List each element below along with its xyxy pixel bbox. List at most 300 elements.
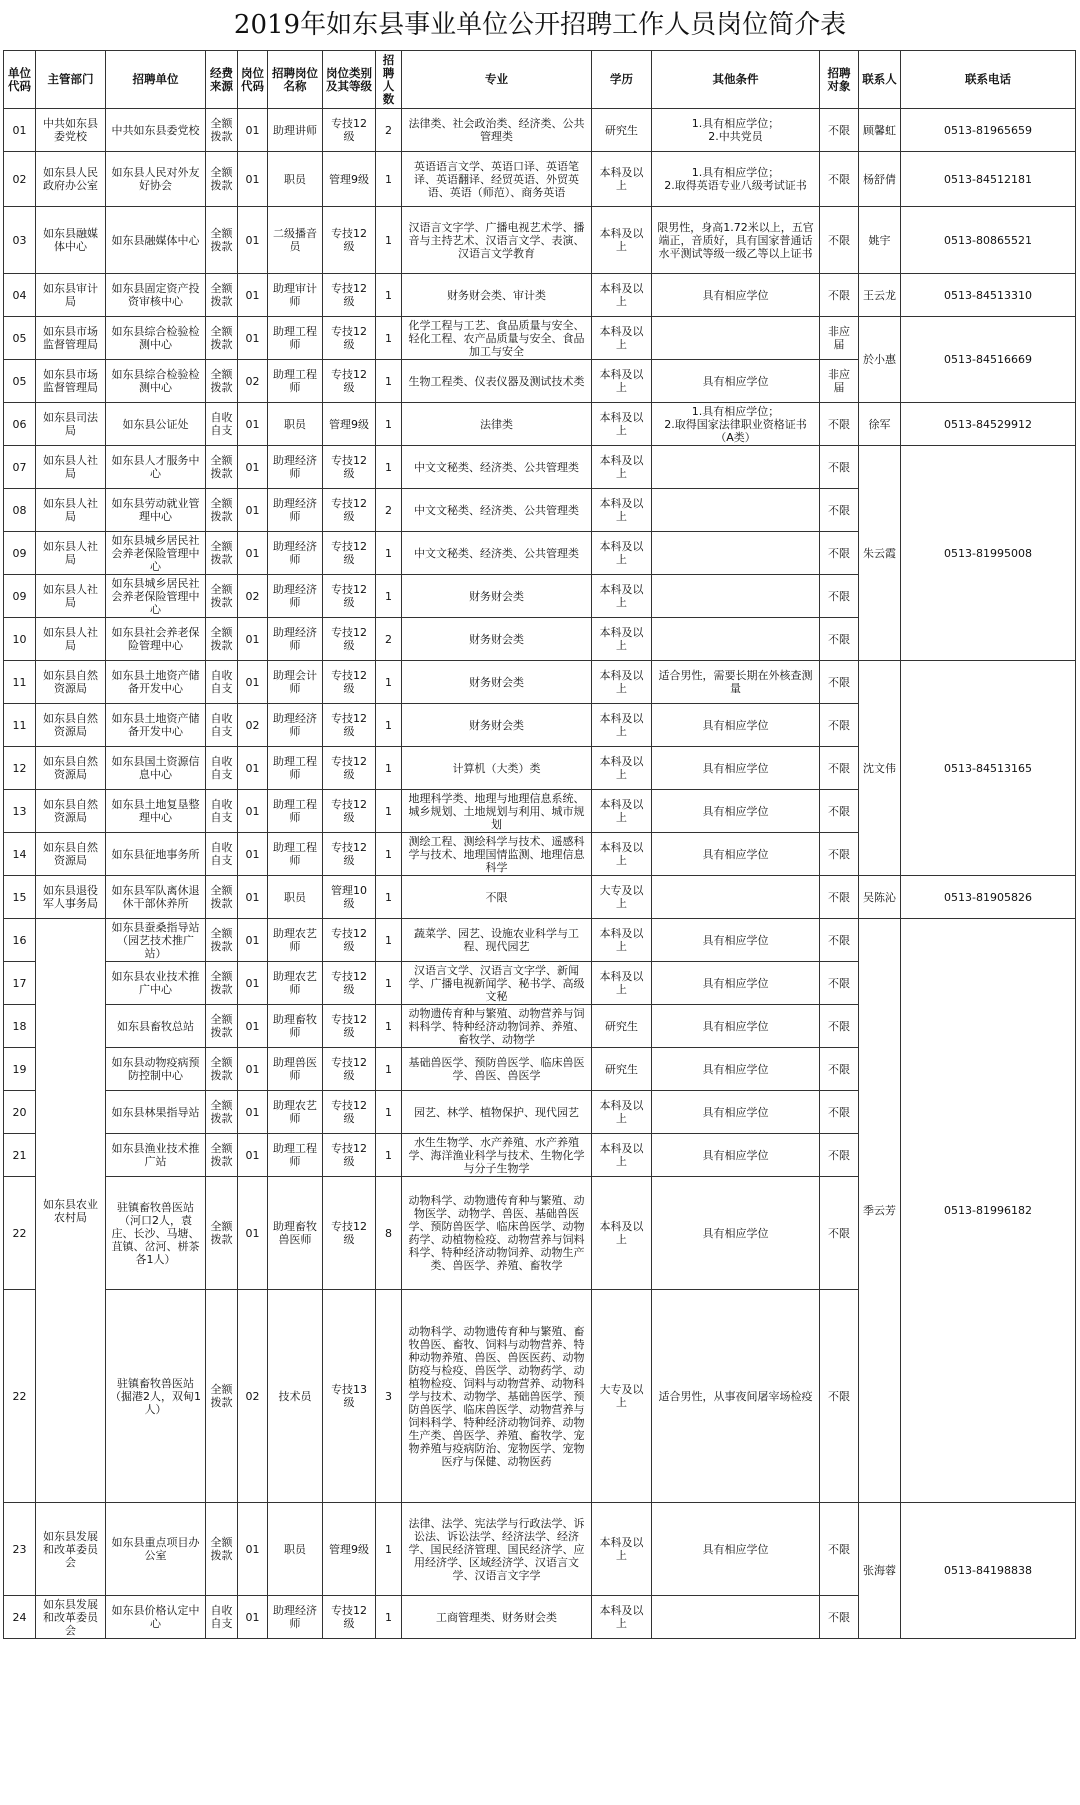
cell-unit-code: 09 (4, 532, 36, 575)
cell-unit: 如东县人才服务中心 (106, 446, 206, 489)
cell-unit: 如东县综合检验检测中心 (106, 360, 206, 403)
cell-post-name: 助理工程师 (268, 833, 323, 876)
cell-unit: 如东县渔业技术推广站 (106, 1134, 206, 1177)
cell-major: 工商管理类、财务财会类 (402, 1596, 592, 1639)
cell-phone: 0513-80865521 (901, 207, 1076, 274)
cell-conditions: 具有相应学位 (652, 790, 820, 833)
cell-target: 不限 (820, 1005, 859, 1048)
cell-post-name: 助理经济师 (268, 446, 323, 489)
cell-target: 不限 (820, 575, 859, 618)
cell-major: 计算机（大类）类 (402, 747, 592, 790)
cell-post-code: 01 (238, 109, 268, 152)
cell-contact: 於小惠 (859, 317, 901, 403)
cell-conditions (652, 317, 820, 360)
cell-phone: 0513-81965659 (901, 109, 1076, 152)
header-target: 招聘对象 (820, 51, 859, 109)
cell-post-name: 助理农艺师 (268, 1091, 323, 1134)
cell-major: 法律类、社会政治类、经济类、公共管理类 (402, 109, 592, 152)
cell-education: 本科及以上 (592, 532, 652, 575)
cell-contact: 沈文伟 (859, 661, 901, 876)
cell-unit: 如东县劳动就业管理中心 (106, 489, 206, 532)
cell-funding: 自收自支 (206, 704, 238, 747)
header-post-name: 招聘岗位名称 (268, 51, 323, 109)
cell-count: 1 (376, 1596, 402, 1639)
table-row (4, 661, 1076, 704)
cell-major: 英语语言文学、英语口译、英语笔译、英语翻译、经贸英语、外贸英语、英语（师范）、商务英语 (402, 152, 592, 207)
cell-phone: 0513-81905826 (901, 876, 1076, 919)
cell-conditions: 1.具有相应学位； 2.取得国家法律职业资格证书（A类） (652, 403, 820, 446)
cell-major: 中文文秘类、经济类、公共管理类 (402, 532, 592, 575)
cell-unit-code: 11 (4, 661, 36, 704)
header-post-level: 岗位类别及其等级 (323, 51, 376, 109)
cell-target: 不限 (820, 962, 859, 1005)
cell-funding: 全额拨款 (206, 1091, 238, 1134)
cell-conditions (652, 532, 820, 575)
cell-department: 如东县审计局 (36, 274, 106, 317)
cell-post-code: 01 (238, 1048, 268, 1091)
cell-funding: 全额拨款 (206, 876, 238, 919)
cell-contact: 季云芳 (859, 919, 901, 1503)
cell-unit-code: 10 (4, 618, 36, 661)
cell-count: 1 (376, 360, 402, 403)
cell-conditions: 具有相应学位 (652, 360, 820, 403)
cell-post-name: 助理经济师 (268, 704, 323, 747)
cell-target: 不限 (820, 1091, 859, 1134)
cell-target: 不限 (820, 1503, 859, 1596)
cell-contact: 吴陈沁 (859, 876, 901, 919)
cell-education: 本科及以上 (592, 919, 652, 962)
cell-count: 1 (376, 152, 402, 207)
cell-target: 不限 (820, 152, 859, 207)
table-row (4, 446, 1076, 489)
cell-conditions: 1.具有相应学位； 2.取得英语专业八级考试证书 (652, 152, 820, 207)
header-funding: 经费来源 (206, 51, 238, 109)
cell-education: 本科及以上 (592, 1177, 652, 1290)
cell-education: 本科及以上 (592, 1596, 652, 1639)
cell-conditions: 具有相应学位 (652, 1134, 820, 1177)
cell-unit-code: 11 (4, 704, 36, 747)
cell-post-level: 专技12级 (323, 618, 376, 661)
cell-unit-code: 12 (4, 747, 36, 790)
cell-education: 本科及以上 (592, 207, 652, 274)
cell-conditions (652, 575, 820, 618)
cell-funding: 全额拨款 (206, 152, 238, 207)
cell-unit: 如东县融媒体中心 (106, 207, 206, 274)
cell-conditions: 具有相应学位 (652, 833, 820, 876)
cell-post-level: 专技12级 (323, 1134, 376, 1177)
cell-post-code: 01 (238, 1503, 268, 1596)
cell-major: 动物遗传育种与繁殖、动物营养与饲料科学、特种经济动物饲养、养殖、畜牧学、动物学 (402, 1005, 592, 1048)
cell-unit-code: 14 (4, 833, 36, 876)
cell-unit: 中共如东县委党校 (106, 109, 206, 152)
cell-post-name: 助理会计师 (268, 661, 323, 704)
cell-unit-code: 03 (4, 207, 36, 274)
cell-unit: 如东县价格认定中心 (106, 1596, 206, 1639)
cell-post-code: 01 (238, 919, 268, 962)
cell-post-level: 管理9级 (323, 152, 376, 207)
cell-education: 本科及以上 (592, 704, 652, 747)
cell-phone: 0513-84516669 (901, 317, 1076, 403)
cell-post-code: 02 (238, 1290, 268, 1503)
cell-post-name: 二级播音员 (268, 207, 323, 274)
cell-education: 本科及以上 (592, 403, 652, 446)
cell-post-code: 02 (238, 575, 268, 618)
cell-target: 不限 (820, 403, 859, 446)
cell-post-code: 01 (238, 876, 268, 919)
cell-count: 1 (376, 446, 402, 489)
cell-post-level: 专技12级 (323, 109, 376, 152)
cell-target: 不限 (820, 704, 859, 747)
cell-count: 1 (376, 1091, 402, 1134)
cell-department: 如东县融媒体中心 (36, 207, 106, 274)
cell-unit: 如东县综合检验检测中心 (106, 317, 206, 360)
cell-education: 本科及以上 (592, 1134, 652, 1177)
cell-post-name: 助理审计师 (268, 274, 323, 317)
cell-unit-code: 07 (4, 446, 36, 489)
cell-target: 不限 (820, 1596, 859, 1639)
cell-unit-code: 22 (4, 1290, 36, 1503)
cell-department: 如东县市场监督管理局 (36, 317, 106, 360)
header-major: 专业 (402, 51, 592, 109)
cell-education: 研究生 (592, 109, 652, 152)
cell-funding: 全额拨款 (206, 1177, 238, 1290)
cell-post-code: 01 (238, 1134, 268, 1177)
cell-unit: 如东县土地复垦整理中心 (106, 790, 206, 833)
header-unit: 招聘单位 (106, 51, 206, 109)
cell-post-code: 01 (238, 1177, 268, 1290)
cell-department: 如东县人民政府办公室 (36, 152, 106, 207)
cell-count: 1 (376, 317, 402, 360)
cell-education: 本科及以上 (592, 661, 652, 704)
cell-conditions (652, 876, 820, 919)
cell-major: 汉语言文字学、广播电视艺术学、播音与主持艺术、汉语言文学、表演、汉语言文学教育 (402, 207, 592, 274)
cell-post-name: 职员 (268, 1503, 323, 1596)
header-count: 招聘人数 (376, 51, 402, 109)
cell-education: 本科及以上 (592, 962, 652, 1005)
cell-phone: 0513-81995008 (901, 446, 1076, 661)
cell-funding: 全额拨款 (206, 360, 238, 403)
cell-post-name: 职员 (268, 876, 323, 919)
table-row (4, 317, 1076, 360)
cell-post-code: 01 (238, 489, 268, 532)
cell-funding: 自收自支 (206, 403, 238, 446)
cell-target: 不限 (820, 489, 859, 532)
cell-department: 如东县司法局 (36, 403, 106, 446)
cell-department: 如东县人社局 (36, 446, 106, 489)
table-row (4, 274, 1076, 317)
cell-funding: 全额拨款 (206, 618, 238, 661)
cell-funding: 全额拨款 (206, 532, 238, 575)
cell-post-name: 助理经济师 (268, 575, 323, 618)
cell-post-level: 专技12级 (323, 1005, 376, 1048)
header-education: 学历 (592, 51, 652, 109)
cell-conditions: 限男性，身高1.72米以上，五官端正，音质好，具有国家普通话水平测试等级一级乙等以上证书 (652, 207, 820, 274)
cell-count: 2 (376, 618, 402, 661)
header-conditions: 其他条件 (652, 51, 820, 109)
cell-unit-code: 24 (4, 1596, 36, 1639)
cell-conditions: 具有相应学位 (652, 1005, 820, 1048)
cell-post-level: 专技12级 (323, 274, 376, 317)
cell-unit-code: 08 (4, 489, 36, 532)
table-row (4, 152, 1076, 207)
cell-conditions: 具有相应学位 (652, 962, 820, 1005)
cell-contact: 朱云霞 (859, 446, 901, 661)
cell-department: 如东县自然资源局 (36, 704, 106, 747)
cell-department: 如东县人社局 (36, 532, 106, 575)
cell-post-level: 专技12级 (323, 661, 376, 704)
cell-post-level: 专技12级 (323, 1596, 376, 1639)
cell-unit: 如东县城乡居民社会养老保险管理中心 (106, 575, 206, 618)
cell-funding: 全额拨款 (206, 274, 238, 317)
cell-unit-code: 20 (4, 1091, 36, 1134)
cell-department: 如东县人社局 (36, 575, 106, 618)
cell-phone: 0513-84529912 (901, 403, 1076, 446)
cell-post-name: 助理农艺师 (268, 919, 323, 962)
cell-major: 财务财会类 (402, 575, 592, 618)
cell-post-level: 专技12级 (323, 317, 376, 360)
cell-unit: 驻镇畜牧兽医站（掘港2人，双甸1人） (106, 1290, 206, 1503)
cell-conditions: 具有相应学位 (652, 704, 820, 747)
cell-major: 蔬菜学、园艺、设施农业科学与工程、现代园艺 (402, 919, 592, 962)
cell-unit-code: 09 (4, 575, 36, 618)
cell-post-code: 01 (238, 833, 268, 876)
cell-target: 不限 (820, 747, 859, 790)
cell-post-code: 01 (238, 403, 268, 446)
cell-post-code: 01 (238, 317, 268, 360)
cell-post-code: 01 (238, 274, 268, 317)
cell-funding: 全额拨款 (206, 207, 238, 274)
cell-funding: 全额拨款 (206, 109, 238, 152)
cell-contact: 顾馨虹 (859, 109, 901, 152)
cell-post-level: 专技12级 (323, 575, 376, 618)
cell-department: 如东县农业农村局 (36, 919, 106, 1503)
cell-target: 不限 (820, 446, 859, 489)
cell-unit-code: 06 (4, 403, 36, 446)
cell-post-level: 专技12级 (323, 833, 376, 876)
cell-education: 大专及以上 (592, 1290, 652, 1503)
cell-target: 不限 (820, 207, 859, 274)
cell-department: 如东县人社局 (36, 618, 106, 661)
cell-count: 1 (376, 962, 402, 1005)
cell-education: 大专及以上 (592, 876, 652, 919)
cell-contact: 王云龙 (859, 274, 901, 317)
cell-department: 如东县自然资源局 (36, 790, 106, 833)
cell-education: 本科及以上 (592, 274, 652, 317)
cell-post-name: 职员 (268, 152, 323, 207)
cell-major: 化学工程与工艺、食品质量与安全、轻化工程、农产品质量与安全、食品加工与安全 (402, 317, 592, 360)
cell-count: 3 (376, 1290, 402, 1503)
cell-target: 不限 (820, 532, 859, 575)
cell-unit: 如东县国土资源信息中心 (106, 747, 206, 790)
cell-post-level: 专技12级 (323, 446, 376, 489)
cell-education: 本科及以上 (592, 618, 652, 661)
cell-education: 本科及以上 (592, 446, 652, 489)
cell-funding: 自收自支 (206, 747, 238, 790)
cell-major: 中文文秘类、经济类、公共管理类 (402, 489, 592, 532)
cell-post-level: 专技12级 (323, 489, 376, 532)
cell-unit-code: 21 (4, 1134, 36, 1177)
cell-post-name: 助理讲师 (268, 109, 323, 152)
cell-major: 财务财会类、审计类 (402, 274, 592, 317)
cell-post-level: 专技12级 (323, 704, 376, 747)
cell-education: 本科及以上 (592, 575, 652, 618)
table-body (4, 109, 1076, 1639)
cell-phone: 0513-84198838 (901, 1503, 1076, 1639)
cell-funding: 全额拨款 (206, 1005, 238, 1048)
cell-funding: 全额拨款 (206, 1290, 238, 1503)
cell-target: 不限 (820, 833, 859, 876)
cell-count: 1 (376, 1005, 402, 1048)
cell-education: 本科及以上 (592, 790, 652, 833)
cell-post-level: 管理9级 (323, 1503, 376, 1596)
cell-post-name: 助理工程师 (268, 790, 323, 833)
cell-conditions: 具有相应学位 (652, 919, 820, 962)
cell-post-name: 职员 (268, 403, 323, 446)
cell-unit-code: 16 (4, 919, 36, 962)
header-phone: 联系电话 (901, 51, 1076, 109)
cell-post-level: 专技12级 (323, 360, 376, 403)
cell-conditions (652, 446, 820, 489)
cell-count: 1 (376, 661, 402, 704)
cell-target: 不限 (820, 919, 859, 962)
cell-post-name: 助理经济师 (268, 532, 323, 575)
cell-post-name: 助理兽医师 (268, 1048, 323, 1091)
cell-post-name: 助理工程师 (268, 1134, 323, 1177)
cell-count: 1 (376, 274, 402, 317)
cell-unit-code: 19 (4, 1048, 36, 1091)
cell-target: 不限 (820, 1177, 859, 1290)
cell-unit: 驻镇畜牧兽医站（河口2人，袁庄、长沙、马塘、苴镇、岔河、栟茶各1人） (106, 1177, 206, 1290)
cell-unit: 如东县土地资产储备开发中心 (106, 661, 206, 704)
cell-post-level: 专技12级 (323, 790, 376, 833)
cell-post-code: 01 (238, 661, 268, 704)
table-row (4, 876, 1076, 919)
cell-target: 不限 (820, 1290, 859, 1503)
cell-unit-code: 02 (4, 152, 36, 207)
cell-conditions: 具有相应学位 (652, 274, 820, 317)
cell-unit-code: 23 (4, 1503, 36, 1596)
cell-phone: 0513-84512181 (901, 152, 1076, 207)
cell-post-code: 01 (238, 446, 268, 489)
cell-department: 如东县发展和改革委员会 (36, 1596, 106, 1639)
cell-post-level: 管理10级 (323, 876, 376, 919)
cell-major: 财务财会类 (402, 704, 592, 747)
cell-education: 本科及以上 (592, 1503, 652, 1596)
cell-education: 本科及以上 (592, 747, 652, 790)
cell-unit: 如东县征地事务所 (106, 833, 206, 876)
cell-major: 动物科学、动物遗传育种与繁殖、畜牧兽医、畜牧、饲料与动物营养、特种动物养殖、兽医、兽医医药、动物防疫与检疫、兽医学、动物药学、动植物检疫、饲料与动物营养、动物科学与技术、动物学、基础兽医学、预防兽医学、临床兽医学、动物营养与饲料科学、特种经济动物饲养、动物生产类、兽医学、养殖、畜牧学、宠物养殖与疫病防治、宠物医学、宠物医疗与保健、动物医药 (402, 1290, 592, 1503)
cell-unit-code: 17 (4, 962, 36, 1005)
cell-post-name: 助理工程师 (268, 360, 323, 403)
cell-post-level: 专技12级 (323, 962, 376, 1005)
cell-target: 不限 (820, 790, 859, 833)
cell-count: 1 (376, 532, 402, 575)
cell-post-level: 专技12级 (323, 1048, 376, 1091)
cell-unit: 如东县重点项目办公室 (106, 1503, 206, 1596)
cell-unit: 如东县人民对外友好协会 (106, 152, 206, 207)
cell-post-code: 01 (238, 1091, 268, 1134)
cell-major: 法律类 (402, 403, 592, 446)
cell-unit: 如东县土地资产储备开发中心 (106, 704, 206, 747)
cell-post-code: 02 (238, 360, 268, 403)
cell-post-code: 01 (238, 747, 268, 790)
cell-post-level: 专技12级 (323, 532, 376, 575)
cell-unit: 如东县军队离休退休干部休养所 (106, 876, 206, 919)
cell-phone: 0513-81996182 (901, 919, 1076, 1503)
header-row (4, 51, 1076, 109)
cell-major: 动物科学、动物遗传育种与繁殖、动物医学、动物学、兽医、基础兽医学、预防兽医学、临床兽医学、动物药学、动植物检疫、动物营养与饲料科学、特种经济动物饲养、动物生产类、兽医学、养殖、畜牧学 (402, 1177, 592, 1290)
cell-count: 1 (376, 747, 402, 790)
cell-post-level: 专技12级 (323, 919, 376, 962)
cell-major: 法律、法学、宪法学与行政法学、诉讼法、诉讼法学、经济法学、经济学、国民经济管理、国民经济学、应用经济学、区域经济学、汉语言文学、汉语言文字学 (402, 1503, 592, 1596)
cell-conditions (652, 489, 820, 532)
cell-department: 如东县人社局 (36, 489, 106, 532)
cell-funding: 全额拨款 (206, 317, 238, 360)
cell-contact: 杨舒倩 (859, 152, 901, 207)
cell-major: 汉语言文学、汉语言文字学、新闻学、广播电视新闻学、秘书学、高级文秘 (402, 962, 592, 1005)
cell-funding: 全额拨款 (206, 446, 238, 489)
cell-count: 1 (376, 403, 402, 446)
cell-major: 生物工程类、仪表仪器及测试技术类 (402, 360, 592, 403)
cell-funding: 全额拨款 (206, 919, 238, 962)
cell-major: 财务财会类 (402, 618, 592, 661)
table-row (4, 109, 1076, 152)
cell-unit-code: 05 (4, 360, 36, 403)
cell-target: 不限 (820, 1048, 859, 1091)
cell-phone: 0513-84513310 (901, 274, 1076, 317)
cell-major: 地理科学类、地理与地理信息系统、城乡规划、土地规划与利用、城市规划 (402, 790, 592, 833)
header-post-code: 岗位代码 (238, 51, 268, 109)
header-contact: 联系人 (859, 51, 901, 109)
cell-conditions (652, 1596, 820, 1639)
cell-major: 测绘工程、测绘科学与技术、遥感科学与技术、地理国情监测、地理信息科学 (402, 833, 592, 876)
cell-target: 不限 (820, 1134, 859, 1177)
cell-post-name: 助理经济师 (268, 489, 323, 532)
cell-unit: 如东县动物疫病预防控制中心 (106, 1048, 206, 1091)
cell-education: 本科及以上 (592, 317, 652, 360)
cell-major: 园艺、林学、植物保护、现代园艺 (402, 1091, 592, 1134)
header-unit-code: 单位代码 (4, 51, 36, 109)
cell-conditions: 适合男性，需要长期在外核查测量 (652, 661, 820, 704)
cell-count: 1 (376, 833, 402, 876)
cell-count: 1 (376, 207, 402, 274)
cell-post-level: 专技12级 (323, 747, 376, 790)
cell-post-level: 专技12级 (323, 1091, 376, 1134)
cell-major: 财务财会类 (402, 661, 592, 704)
table-row (4, 403, 1076, 446)
cell-unit: 如东县农业技术推广中心 (106, 962, 206, 1005)
table-row (4, 207, 1076, 274)
cell-contact: 姚宇 (859, 207, 901, 274)
cell-contact: 张海蓉 (859, 1503, 901, 1639)
cell-conditions: 具有相应学位 (652, 1503, 820, 1596)
cell-post-level: 管理9级 (323, 403, 376, 446)
cell-major: 水生生物学、水产养殖、水产养殖学、海洋渔业科学与技术、生物化学与分子生物学 (402, 1134, 592, 1177)
cell-post-name: 助理农艺师 (268, 962, 323, 1005)
cell-education: 本科及以上 (592, 360, 652, 403)
cell-department: 如东县自然资源局 (36, 747, 106, 790)
cell-target: 不限 (820, 274, 859, 317)
cell-phone: 0513-84513165 (901, 661, 1076, 876)
cell-unit: 如东县畜牧总站 (106, 1005, 206, 1048)
cell-major: 中文文秘类、经济类、公共管理类 (402, 446, 592, 489)
cell-post-code: 01 (238, 962, 268, 1005)
cell-education: 研究生 (592, 1005, 652, 1048)
cell-department: 如东县自然资源局 (36, 833, 106, 876)
cell-target: 不限 (820, 661, 859, 704)
cell-count: 2 (376, 109, 402, 152)
cell-count: 1 (376, 704, 402, 747)
